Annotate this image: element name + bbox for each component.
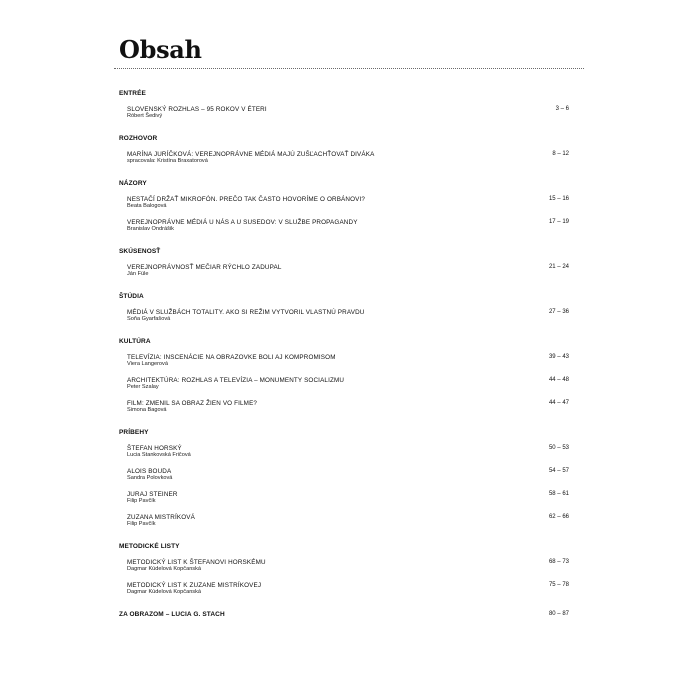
entry-title: METODICKÝ LIST K ŠTEFANOVI HORSKÉMU [127, 559, 266, 566]
entry-author: Ján Füle [127, 271, 149, 277]
section-heading: METODICKÉ LISTY [119, 543, 180, 550]
entry-page-range: 50 – 53 [548, 445, 569, 451]
dotted-divider [114, 68, 584, 69]
toc-entry[interactable] [127, 582, 569, 597]
toc-entry[interactable] [127, 309, 569, 324]
entry-title: SLOVENSKÝ ROZHLAS – 95 ROKOV V ÉTERI [127, 106, 267, 113]
section-gap [119, 415, 569, 429]
toc-entry[interactable] [127, 400, 569, 415]
toc-section [119, 90, 569, 121]
toc-entry[interactable] [127, 151, 569, 166]
toc-section [119, 180, 569, 234]
entry-author: spracovala: Kristína Braxatorová [127, 158, 208, 164]
final-entry-title: ZA OBRAZOM – LUCIA G. STACH [119, 611, 225, 618]
section-heading: NÁZORY [119, 180, 147, 187]
toc-entry[interactable] [127, 106, 569, 121]
entry-title: NESTAČÍ DRŽAŤ MIKROFÓN. PREČO TAK ČASTO HOVORÍME O ORBÁNOVI? [127, 196, 366, 203]
entry-author: Róbert Šedivý [127, 113, 163, 119]
toc-entry[interactable] [127, 354, 569, 369]
section-heading: ŠTÚDIA [119, 293, 144, 300]
toc-entry[interactable] [127, 559, 569, 574]
toc-section [119, 293, 569, 324]
final-entry-page-range: 80 – 87 [548, 611, 569, 617]
toc-section [119, 429, 569, 529]
section-heading: ROZHOVOR [119, 135, 158, 142]
toc-section [119, 338, 569, 415]
entry-title: VEREJNOPRÁVNOSŤ MEČIAR RÝCHLO ZADUPAL [127, 264, 282, 271]
section-gap [119, 234, 569, 248]
toc-section [119, 135, 569, 166]
toc-final-entry[interactable] [119, 611, 569, 619]
toc-entry[interactable] [127, 219, 569, 234]
entry-page-range: 62 – 66 [548, 514, 569, 520]
entry-author: Sandra Polovková [127, 475, 173, 481]
section-gap [119, 166, 569, 180]
entry-title: MÉDIÁ V SLUŽBÁCH TOTALITY. AKO SI REŽIM VYTVORIL VLASTNÚ PRAVDU [127, 309, 365, 316]
toc-entry[interactable] [127, 468, 569, 483]
entry-title: FILM: ZMENIL SA OBRAZ ŽIEN VO FILME? [127, 400, 258, 407]
toc-entry[interactable] [127, 377, 569, 392]
entry-author: Filip Pavčík [127, 498, 156, 504]
entry-page-range: 68 – 73 [548, 559, 569, 565]
entry-page-range: 15 – 16 [548, 196, 569, 202]
entry-page-range: 39 – 43 [548, 354, 569, 360]
entry-author: Simona Bagová [127, 407, 167, 413]
entry-page-range: 44 – 47 [548, 400, 569, 406]
entry-author: Dagmar Kúdelová Kopčanská [127, 566, 202, 572]
entry-page-range: 21 – 24 [548, 264, 569, 270]
entry-author: Soňa Gyarfašová [127, 316, 171, 322]
entry-title: TELEVÍZIA: INSCENÁCIE NA OBRAZOVKE BOLI AJ KOMPROMISOM [127, 354, 336, 361]
table-of-contents [119, 90, 569, 619]
entry-page-range: 8 – 12 [552, 151, 569, 157]
section-heading: SKÚSENOSŤ [119, 248, 161, 255]
section-heading: KULTÚRA [119, 338, 151, 345]
section-gap [119, 279, 569, 293]
entry-page-range: 3 – 6 [555, 106, 569, 112]
entry-author: Branislav Ondrášik [127, 226, 174, 232]
entry-author: Lucia Stankovská Fričová [127, 452, 191, 458]
toc-section [119, 248, 569, 279]
section-gap [119, 121, 569, 135]
section-gap [119, 529, 569, 543]
entry-page-range: 75 – 78 [548, 582, 569, 588]
entry-page-range: 27 – 36 [548, 309, 569, 315]
section-gap [119, 597, 569, 611]
entry-author: Peter Szalay [127, 384, 159, 390]
toc-entry[interactable] [127, 491, 569, 506]
page-title: Obsah [119, 35, 202, 64]
entry-page-range: 54 – 57 [548, 468, 569, 474]
section-heading: ENTRÉE [119, 90, 146, 97]
entry-title: ZUZANA MISTRÍKOVÁ [127, 514, 195, 521]
entry-author: Dagmar Kúdelová Kopčanská [127, 589, 202, 595]
entry-title: ŠTEFAN HORSKÝ [127, 445, 182, 452]
section-gap [119, 324, 569, 338]
entry-page-range: 44 – 48 [548, 377, 569, 383]
entry-author: Beata Balogová [127, 203, 167, 209]
entry-title: JURAJ STEINER [127, 491, 178, 498]
entry-page-range: 58 – 61 [548, 491, 569, 497]
entry-title: METODICKÝ LIST K ZUZANE MISTRÍKOVEJ [127, 582, 262, 589]
entry-page-range: 17 – 19 [548, 219, 569, 225]
toc-entry[interactable] [127, 264, 569, 279]
entry-title: ALOIS BOUDA [127, 468, 172, 475]
entry-title: ARCHITEKTÚRA: ROZHLAS A TELEVÍZIA – MONUMENTY SOCIALIZMU [127, 377, 345, 384]
toc-entry[interactable] [127, 445, 569, 460]
entry-author: Viera Langerová [127, 361, 168, 367]
entry-title: VEREJNOPRÁVNE MÉDIÁ U NÁS A U SUSEDOV: V SLUŽBE PROPAGANDY [127, 219, 358, 226]
toc-entry[interactable] [127, 514, 569, 529]
toc-entry[interactable] [127, 196, 569, 211]
entry-title: MARÍNA JURÍČKOVÁ: VEREJNOPRÁVNE MÉDIÁ MAJÚ ZUŠĽACHŤOVAŤ DIVÁKA [127, 151, 375, 158]
toc-section [119, 543, 569, 597]
section-heading: PRÍBEHY [119, 429, 149, 436]
entry-author: Filip Pavčík [127, 521, 156, 527]
